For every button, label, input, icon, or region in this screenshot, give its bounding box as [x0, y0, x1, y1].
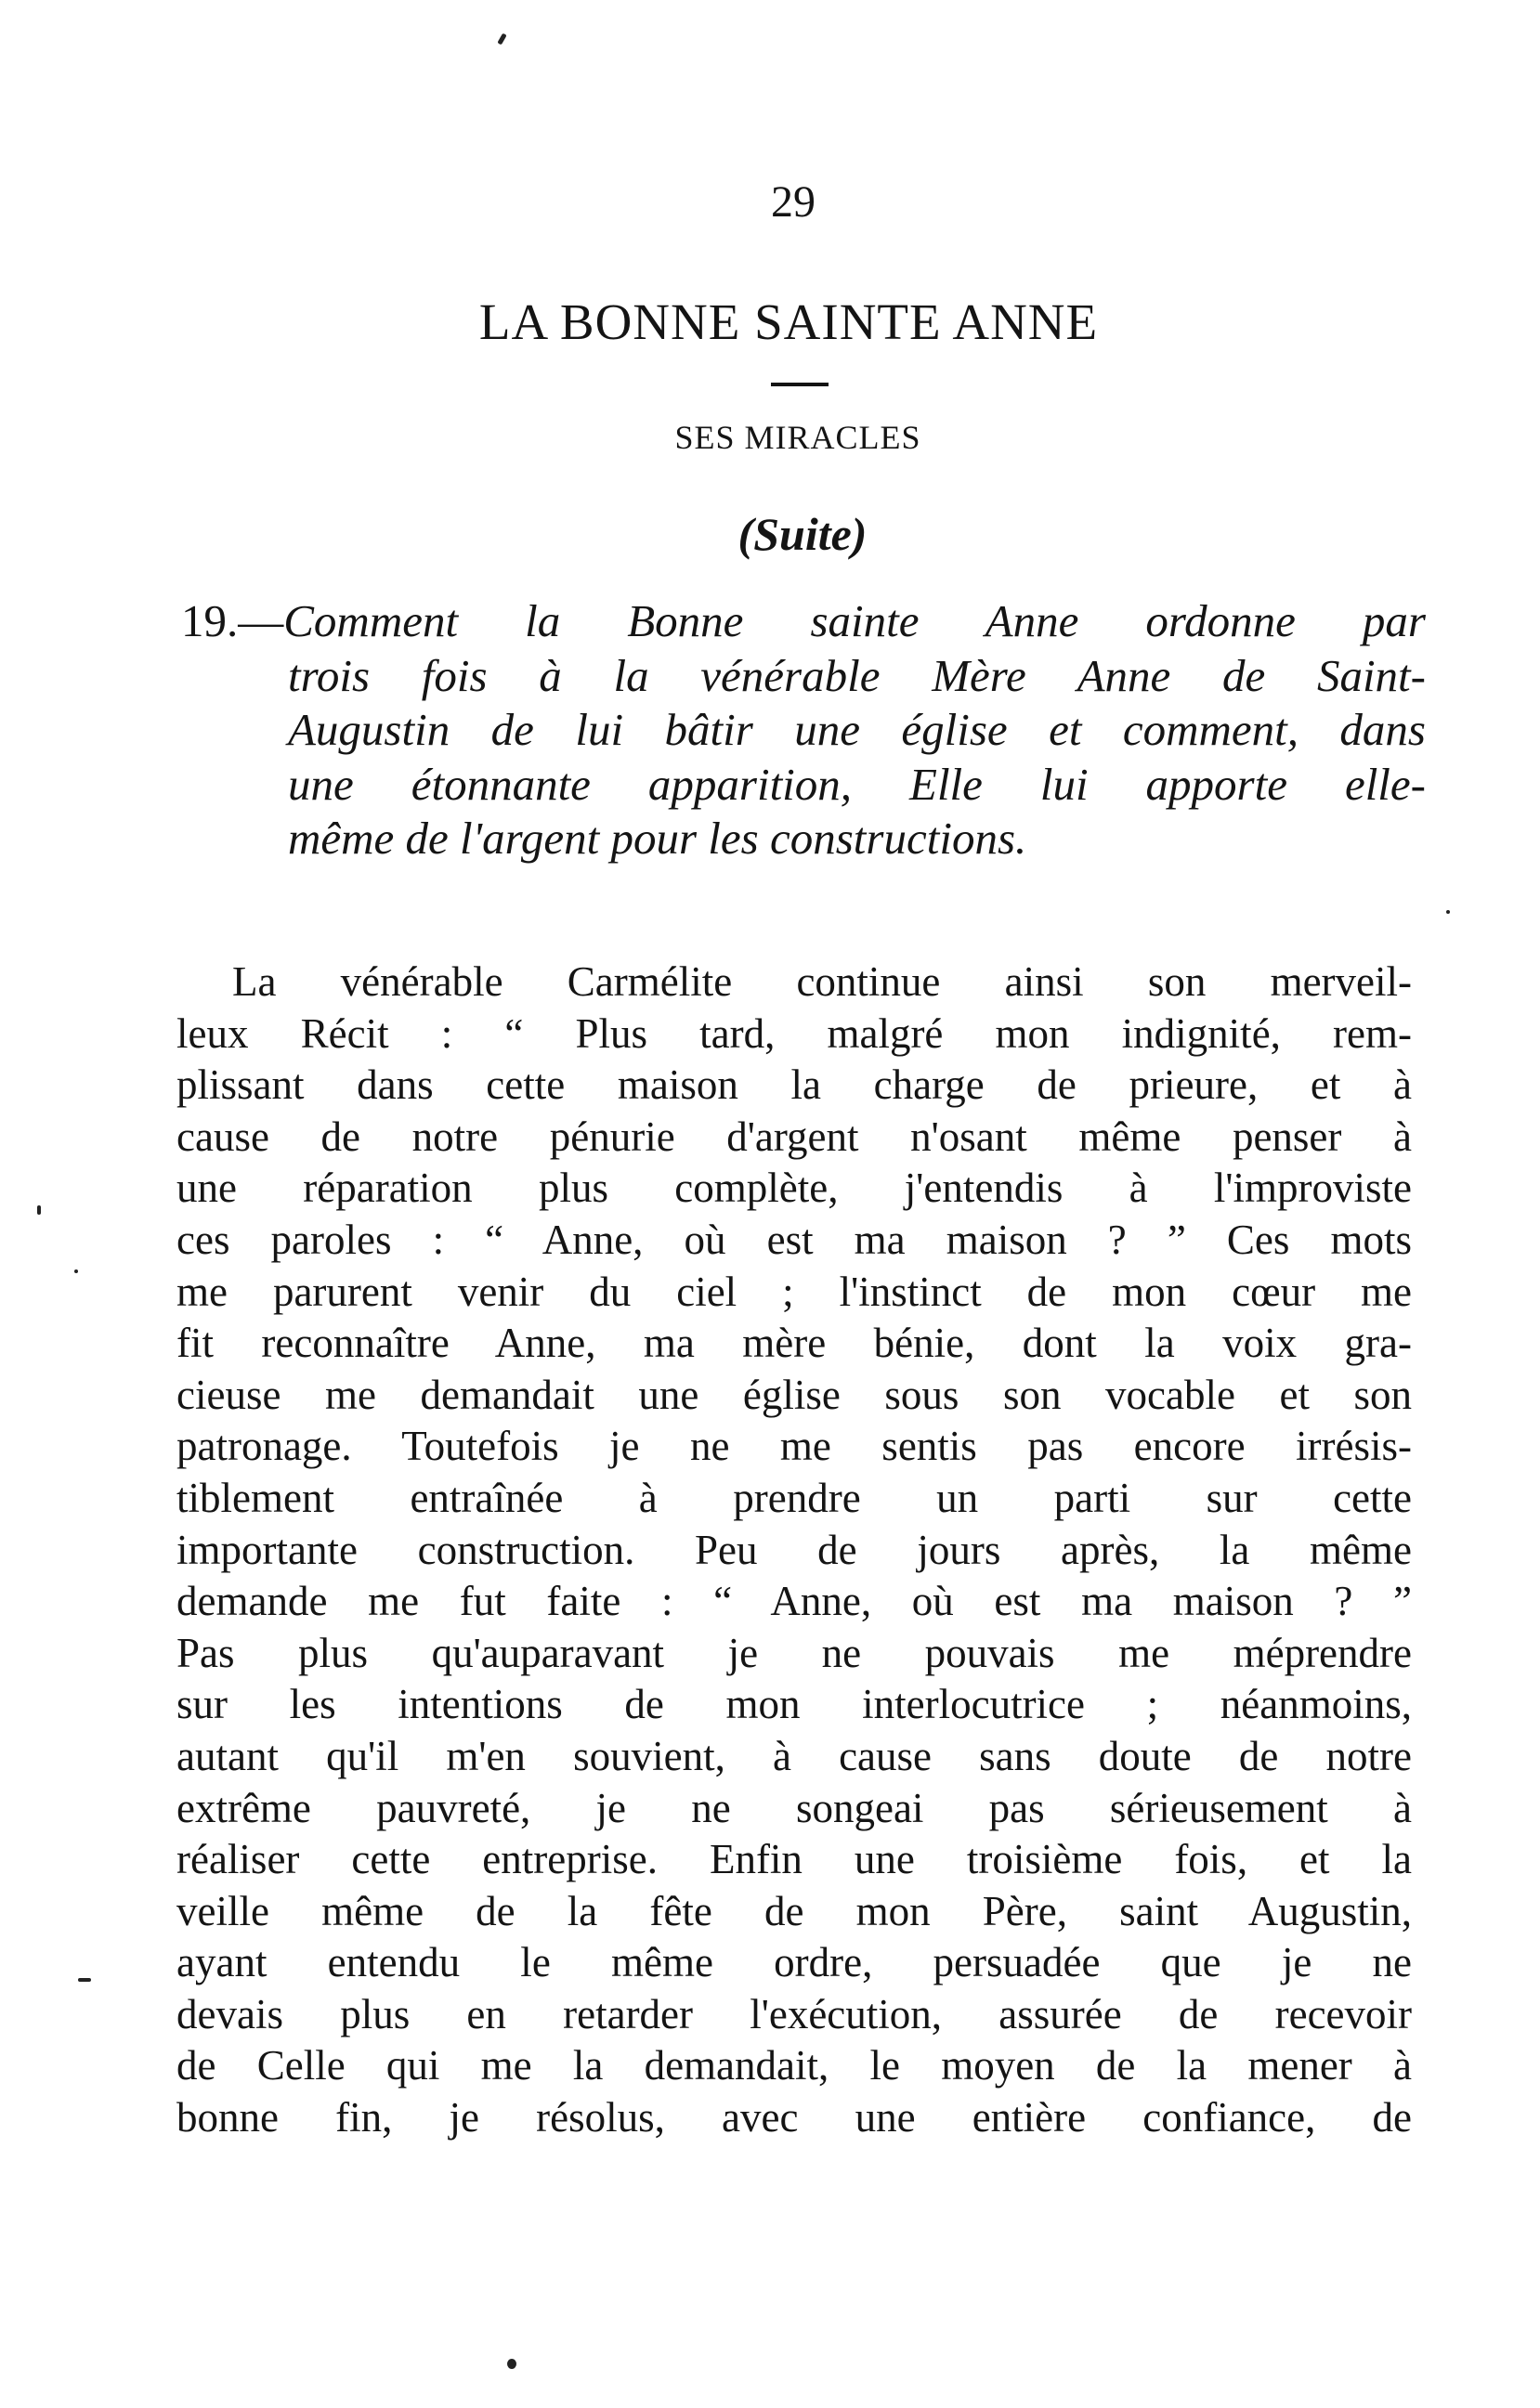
- section-heading-line-2: trois fois à la vénérable Mère Anne de Saint-: [288, 649, 1426, 701]
- section-heading-line-4: une étonnante apparition, Elle lui apporte elle-: [288, 758, 1426, 810]
- body-line: extrême pauvreté, je ne songeai pas sérieusement à: [176, 1784, 1412, 1831]
- body-line: demande me fut faite : “ Anne, où est ma maison ? ”: [176, 1578, 1412, 1625]
- body-line: importante construction. Peu de jours après, la même: [176, 1526, 1412, 1573]
- continuation-label: (Suite): [737, 508, 868, 560]
- body-line: leux Récit : “ Plus tard, malgré mon indignité, rem-: [176, 1009, 1412, 1057]
- body-line: de Celle qui me la demandait, le moyen de la mener à: [176, 2042, 1412, 2089]
- body-line: ayant entendu le même ordre, persuadée que je ne: [176, 1939, 1412, 1986]
- subtitle: SES MIRACLES: [674, 419, 921, 456]
- body-line: cause de notre pénurie d'argent n'osant même penser à: [176, 1113, 1412, 1160]
- ink-speck: [78, 1978, 91, 1982]
- body-line: sur les intentions de mon interlocutrice ; néanmoins,: [176, 1681, 1412, 1728]
- section-heading-text-1: Comment la Bonne sainte Anne ordonne par: [283, 595, 1426, 646]
- title-rule: [771, 383, 829, 386]
- ink-speck: [74, 1269, 78, 1273]
- body-line: plissant dans cette maison la charge de prieure, et à: [176, 1061, 1412, 1109]
- body-line: devais plus en retarder l'exécution, assurée de recevoir: [176, 1990, 1412, 2037]
- section-heading-line-5: même de l'argent pour les constructions.: [288, 813, 1027, 864]
- ink-speck: [497, 33, 506, 46]
- body-line: bonne fin, je résolus, avec une entière confiance, de: [176, 2094, 1412, 2141]
- body-line: autant qu'il m'en souvient, à cause sans doute de notre: [176, 1732, 1412, 1779]
- body-line: fit reconnaître Anne, ma mère bénie, dont la voix gra-: [176, 1320, 1412, 1367]
- section-heading-line-1: [181, 594, 1426, 649]
- section-number: 19.—: [181, 595, 284, 646]
- body-line: une réparation plus complète, j'entendis à l'improviste: [176, 1165, 1412, 1212]
- body-line: cieuse me demandait une église sous son vocable et son: [176, 1371, 1412, 1418]
- body-line: réaliser cette entreprise. Enfin une troisième fois, et la: [176, 1836, 1412, 1883]
- body-line: veille même de la fête de mon Père, saint Augustin,: [176, 1887, 1412, 1934]
- body-line: Pas plus qu'auparavant je ne pouvais me méprendre: [176, 1629, 1412, 1676]
- body-line: me parurent venir du ciel ; l'instinct de mon cœur me: [176, 1268, 1412, 1315]
- section-heading-line-3: Augustin de lui bâtir une église et comment, dans: [288, 704, 1426, 755]
- body-line: ces paroles : “ Anne, où est ma maison ? ” Ces mots: [176, 1216, 1412, 1263]
- body-text: [176, 957, 1412, 2144]
- ink-speck: [507, 2359, 516, 2369]
- page-number: 29: [771, 177, 816, 227]
- section-heading: [181, 594, 1426, 866]
- body-line: La vénérable Carmélite continue ainsi son merveil-: [232, 958, 1412, 1005]
- body-line: patronage. Toutefois je ne me sentis pas encore irrésis-: [176, 1423, 1412, 1470]
- page-title: LA BONNE SAINTE ANNE: [478, 293, 1099, 350]
- ink-speck: [37, 1205, 41, 1215]
- ink-speck: [1446, 910, 1450, 914]
- body-line: tiblement entraînée à prendre un parti sur cette: [176, 1474, 1412, 1521]
